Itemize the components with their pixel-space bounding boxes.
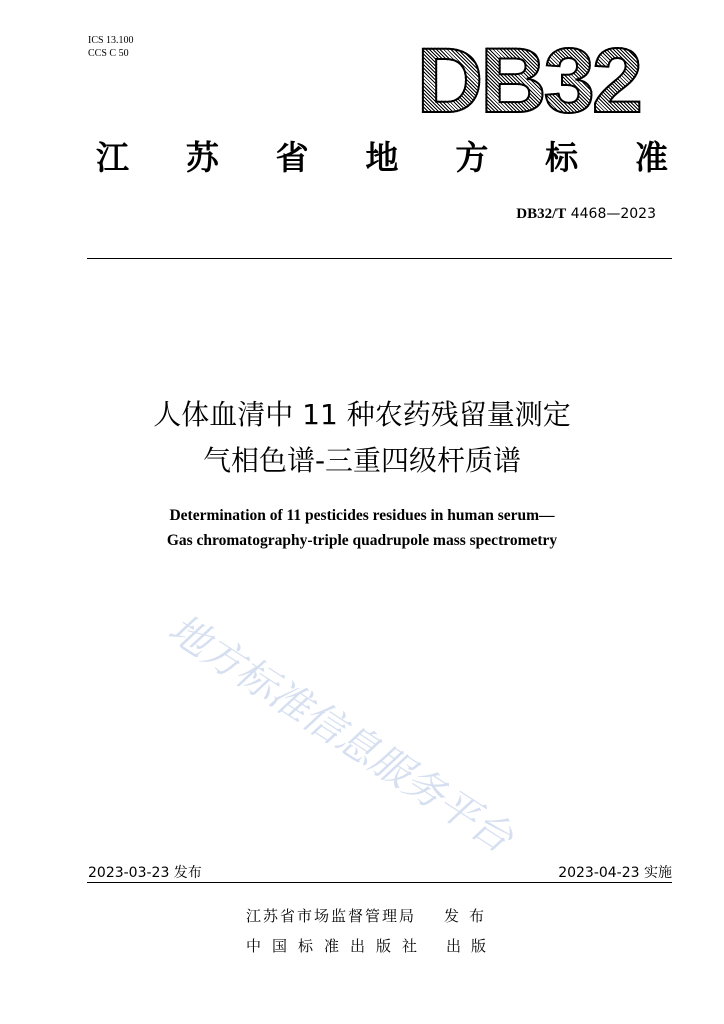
issuer-char: 方 [455,138,489,177]
bottom-divider [87,882,672,883]
issuer-heading [96,138,668,178]
issuer-char: 江 [96,138,129,177]
english-title-line-2: Gas chromatography-triple quadrupole mass spectrometry [166,532,558,549]
issue-date: 2023-03-23 发布 [88,865,202,881]
watermark: 地方标准信息服务平台 [160,605,521,862]
standard-number [516,206,656,223]
issuer-char: 准 [634,138,668,177]
issuing-role: 发布 [444,907,495,925]
english-title-line-1: Determination of 11 pesticides residues in human serum— [169,507,555,524]
issuing-authority-line [246,906,494,926]
implementation-date: 2023-04-23 实施 [558,865,672,881]
issuing-authority: 江苏省市场监督管理局 [246,907,417,925]
press-name: 中国标准出版社 [246,937,429,955]
standard-code: 4468—2023 [570,206,656,222]
chinese-title [0,392,724,484]
press-line [246,936,496,956]
chinese-title-line-2: 气相色谱-三重四级杆质谱 [202,444,522,477]
english-title [0,503,724,553]
press-role: 出版 [446,937,497,955]
issuer-char: 省 [275,138,309,177]
issuer-char: 地 [365,138,399,177]
standard-prefix: DB32/T [516,206,567,222]
classification-codes [88,34,134,60]
issuer-char: 苏 [185,138,219,177]
top-divider [87,258,672,259]
db32-logo: DB32 [416,30,640,132]
issuer-char: 标 [545,138,579,177]
ics-code: ICS 13.100 [88,35,134,46]
chinese-title-line-1: 人体血清中 11 种农药残留量测定 [153,398,571,431]
ccs-code: CCS C 50 [88,48,129,59]
